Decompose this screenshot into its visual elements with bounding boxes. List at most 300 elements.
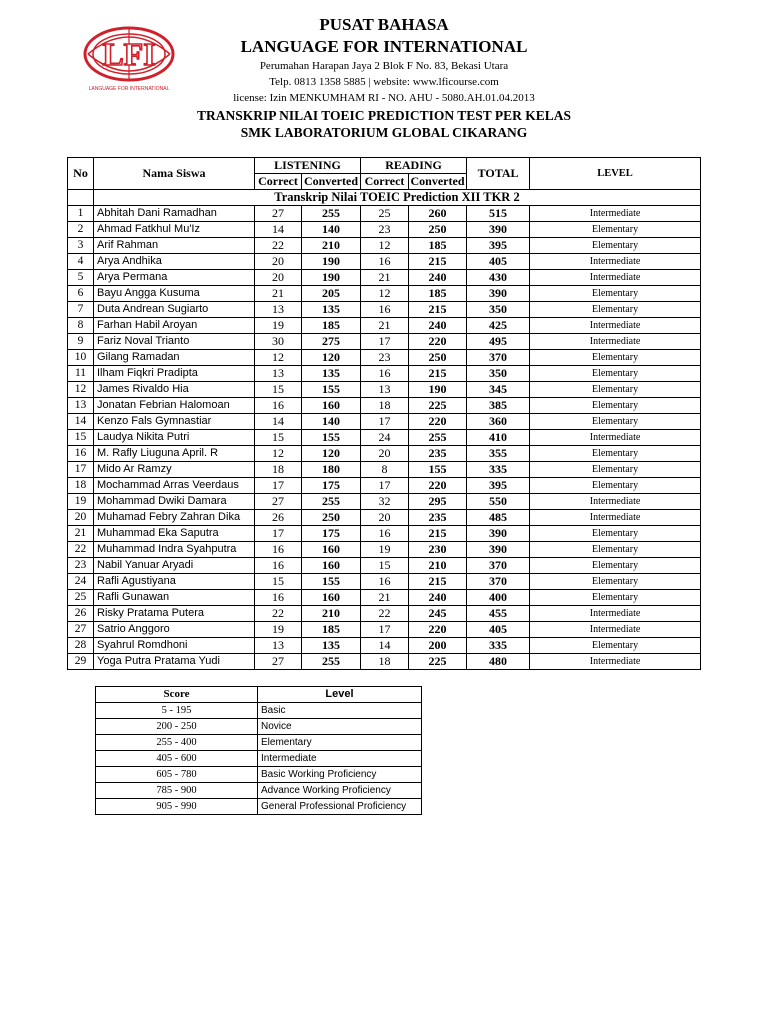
listening-converted: 255: [302, 654, 361, 670]
reading-correct: 16: [361, 366, 409, 382]
level-value: Intermediate: [530, 254, 701, 270]
level-value: Elementary: [530, 302, 701, 318]
table-row: [68, 206, 701, 222]
row-number: 12: [68, 382, 94, 398]
score-level: Advance Working Proficiency: [258, 783, 422, 799]
reading-converted: 240: [409, 270, 467, 286]
total-score: 495: [467, 334, 530, 350]
listening-correct: 22: [255, 606, 302, 622]
total-score: 480: [467, 654, 530, 670]
reading-correct: 18: [361, 398, 409, 414]
listening-converted: 160: [302, 558, 361, 574]
reading-converted: 245: [409, 606, 467, 622]
level-value: Elementary: [530, 366, 701, 382]
reading-correct: 18: [361, 654, 409, 670]
row-number: 29: [68, 654, 94, 670]
score-range: 605 - 780: [96, 767, 258, 783]
student-name: Satrio Anggoro: [94, 622, 255, 638]
score-level: Basic: [258, 703, 422, 719]
total-score: 345: [467, 382, 530, 398]
listening-converted: 205: [302, 286, 361, 302]
table-row: [68, 238, 701, 254]
listening-correct: 16: [255, 590, 302, 606]
listening-correct: 13: [255, 638, 302, 654]
reading-correct: 25: [361, 206, 409, 222]
total-score: 390: [467, 286, 530, 302]
level-value: Elementary: [530, 382, 701, 398]
listening-correct: 15: [255, 574, 302, 590]
score-legend-rows: [96, 703, 422, 815]
score-row: [96, 719, 422, 735]
org-contact: Telp. 0813 1358 5885 | website: www.lficourse.com: [269, 76, 499, 88]
header-reading-correct: Correct: [361, 174, 409, 190]
listening-correct: 30: [255, 334, 302, 350]
header-listening: LISTENING: [255, 158, 361, 174]
level-header: Level: [258, 687, 422, 703]
table-row: [68, 286, 701, 302]
row-number: 23: [68, 558, 94, 574]
row-number: 26: [68, 606, 94, 622]
listening-correct: 19: [255, 318, 302, 334]
row-number: 24: [68, 574, 94, 590]
listening-converted: 155: [302, 430, 361, 446]
listening-converted: 175: [302, 478, 361, 494]
reading-correct: 16: [361, 526, 409, 542]
table-row: [68, 254, 701, 270]
score-row: [96, 751, 422, 767]
table-row: [68, 366, 701, 382]
total-score: 390: [467, 526, 530, 542]
reading-correct: 12: [361, 286, 409, 302]
student-name: Abhitah Dani Ramadhan: [94, 206, 255, 222]
reading-converted: 215: [409, 526, 467, 542]
reading-converted: 225: [409, 398, 467, 414]
table-row: [68, 318, 701, 334]
total-score: 405: [467, 622, 530, 638]
row-number: 19: [68, 494, 94, 510]
student-name: Laudya Nikita Putri: [94, 430, 255, 446]
table-row: [68, 430, 701, 446]
score-level: Basic Working Proficiency: [258, 767, 422, 783]
row-number: 10: [68, 350, 94, 366]
student-rows: [68, 206, 701, 670]
reading-converted: 230: [409, 542, 467, 558]
score-row: [96, 703, 422, 719]
total-score: 360: [467, 414, 530, 430]
reading-converted: 210: [409, 558, 467, 574]
listening-converted: 120: [302, 350, 361, 366]
total-score: 390: [467, 222, 530, 238]
listening-converted: 185: [302, 622, 361, 638]
listening-correct: 19: [255, 622, 302, 638]
reading-correct: 14: [361, 638, 409, 654]
student-name: Mohammad Dwiki Damara: [94, 494, 255, 510]
row-number: 7: [68, 302, 94, 318]
listening-converted: 160: [302, 542, 361, 558]
student-name: M. Rafly Liuguna April. R: [94, 446, 255, 462]
header-level: LEVEL: [530, 158, 701, 190]
listening-converted: 160: [302, 590, 361, 606]
row-number: 21: [68, 526, 94, 542]
row-number: 9: [68, 334, 94, 350]
level-value: Elementary: [530, 542, 701, 558]
table-row: [68, 510, 701, 526]
table-row: [68, 654, 701, 670]
listening-converted: 175: [302, 526, 361, 542]
listening-converted: 190: [302, 270, 361, 286]
total-score: 370: [467, 574, 530, 590]
row-number: 28: [68, 638, 94, 654]
listening-converted: 135: [302, 302, 361, 318]
score-row: [96, 767, 422, 783]
row-number: 22: [68, 542, 94, 558]
reading-correct: 32: [361, 494, 409, 510]
header-listening-converted: Converted: [302, 174, 361, 190]
student-name: Mochammad Arras Veerdaus: [94, 478, 255, 494]
row-number: 6: [68, 286, 94, 302]
listening-correct: 14: [255, 222, 302, 238]
reading-correct: 15: [361, 558, 409, 574]
total-score: 350: [467, 366, 530, 382]
listening-converted: 135: [302, 366, 361, 382]
score-range: 255 - 400: [96, 735, 258, 751]
listening-converted: 210: [302, 606, 361, 622]
listening-correct: 12: [255, 446, 302, 462]
total-score: 395: [467, 238, 530, 254]
table-row: [68, 350, 701, 366]
listening-converted: 140: [302, 222, 361, 238]
total-score: 405: [467, 254, 530, 270]
score-row: [96, 735, 422, 751]
total-score: 335: [467, 638, 530, 654]
student-name: Bayu Angga Kusuma: [94, 286, 255, 302]
listening-correct: 22: [255, 238, 302, 254]
org-license: license: Izin MENKUMHAM RI - NO. AHU - 5080.AH.01.04.2013: [233, 92, 535, 104]
header-no: No: [68, 158, 94, 190]
reading-converted: 220: [409, 478, 467, 494]
total-score: 400: [467, 590, 530, 606]
header-listening-correct: Correct: [255, 174, 302, 190]
score-row: [96, 783, 422, 799]
listening-correct: 21: [255, 286, 302, 302]
score-range: 785 - 900: [96, 783, 258, 799]
svg-text:LFI: LFI: [102, 36, 156, 72]
reading-correct: 19: [361, 542, 409, 558]
score-level: Intermediate: [258, 751, 422, 767]
reading-correct: 20: [361, 510, 409, 526]
reading-correct: 16: [361, 254, 409, 270]
reading-converted: 235: [409, 446, 467, 462]
title-line2: SMK LABORATORIUM GLOBAL CIKARANG: [240, 125, 528, 140]
reading-correct: 16: [361, 574, 409, 590]
row-number: 2: [68, 222, 94, 238]
level-value: Elementary: [530, 590, 701, 606]
row-number: 11: [68, 366, 94, 382]
level-value: Elementary: [530, 638, 701, 654]
table-row: [68, 526, 701, 542]
reading-correct: 23: [361, 350, 409, 366]
listening-converted: 210: [302, 238, 361, 254]
total-score: 410: [467, 430, 530, 446]
reading-correct: 21: [361, 590, 409, 606]
student-name: Arya Andhika: [94, 254, 255, 270]
table-row: [68, 622, 701, 638]
listening-converted: 120: [302, 446, 361, 462]
level-value: Elementary: [530, 526, 701, 542]
score-level: Elementary: [258, 735, 422, 751]
level-value: Intermediate: [530, 206, 701, 222]
table-row: [68, 590, 701, 606]
table-row: [68, 494, 701, 510]
org-name-line1: PUSAT BAHASA: [319, 15, 449, 34]
class-subtitle: Transkrip Nilai TOEIC Prediction XII TKR 2: [94, 190, 701, 206]
total-score: 485: [467, 510, 530, 526]
row-number: 27: [68, 622, 94, 638]
score-range: 405 - 600: [96, 751, 258, 767]
reading-converted: 260: [409, 206, 467, 222]
student-name: James Rivaldo Hia: [94, 382, 255, 398]
listening-converted: 275: [302, 334, 361, 350]
listening-correct: 26: [255, 510, 302, 526]
letterhead-text: [192, 14, 576, 106]
reading-converted: 220: [409, 334, 467, 350]
reading-correct: 22: [361, 606, 409, 622]
table-row: [68, 382, 701, 398]
listening-correct: 17: [255, 478, 302, 494]
table-row: [68, 558, 701, 574]
student-name: Farhan Habil Aroyan: [94, 318, 255, 334]
reading-correct: 17: [361, 478, 409, 494]
listening-correct: 17: [255, 526, 302, 542]
lfi-logo-icon: [80, 22, 178, 94]
row-number: 1: [68, 206, 94, 222]
student-name: Arif Rahman: [94, 238, 255, 254]
level-value: Elementary: [530, 574, 701, 590]
listening-converted: 140: [302, 414, 361, 430]
transcript-table: [67, 157, 701, 670]
listening-correct: 16: [255, 398, 302, 414]
listening-correct: 13: [255, 366, 302, 382]
total-score: 350: [467, 302, 530, 318]
student-name: Gilang Ramadan: [94, 350, 255, 366]
reading-correct: 17: [361, 622, 409, 638]
table-row: [68, 398, 701, 414]
score-row: [96, 799, 422, 815]
total-score: 370: [467, 350, 530, 366]
listening-correct: 15: [255, 430, 302, 446]
listening-correct: 13: [255, 302, 302, 318]
level-value: Intermediate: [530, 606, 701, 622]
level-value: Elementary: [530, 558, 701, 574]
student-name: Mido Ar Ramzy: [94, 462, 255, 478]
level-value: Elementary: [530, 462, 701, 478]
reading-converted: 225: [409, 654, 467, 670]
score-range: 200 - 250: [96, 719, 258, 735]
reading-converted: 250: [409, 222, 467, 238]
reading-converted: 185: [409, 238, 467, 254]
level-value: Intermediate: [530, 318, 701, 334]
row-number: 15: [68, 430, 94, 446]
student-name: Ilham Fiqkri Pradipta: [94, 366, 255, 382]
reading-converted: 295: [409, 494, 467, 510]
student-name: Muhammad Indra Syahputra: [94, 542, 255, 558]
listening-converted: 160: [302, 398, 361, 414]
level-value: Intermediate: [530, 270, 701, 286]
listening-correct: 27: [255, 494, 302, 510]
row-number: 17: [68, 462, 94, 478]
row-number: 3: [68, 238, 94, 254]
student-name: Rafli Gunawan: [94, 590, 255, 606]
table-row: [68, 302, 701, 318]
table-row: [68, 414, 701, 430]
score-header: Score: [96, 687, 258, 703]
reading-converted: 215: [409, 302, 467, 318]
listening-converted: 155: [302, 382, 361, 398]
reading-correct: 8: [361, 462, 409, 478]
total-score: 355: [467, 446, 530, 462]
student-name: Muhammad Eka Saputra: [94, 526, 255, 542]
reading-correct: 24: [361, 430, 409, 446]
student-name: Arya Permana: [94, 270, 255, 286]
header-reading-converted: Converted: [409, 174, 467, 190]
reading-converted: 215: [409, 366, 467, 382]
header-name: Nama Siswa: [94, 158, 255, 190]
listening-correct: 14: [255, 414, 302, 430]
student-name: Fariz Noval Trianto: [94, 334, 255, 350]
reading-correct: 16: [361, 302, 409, 318]
reading-correct: 12: [361, 238, 409, 254]
org-name-line2: LANGUAGE FOR INTERNATIONAL: [240, 37, 528, 56]
reading-converted: 235: [409, 510, 467, 526]
listening-converted: 155: [302, 574, 361, 590]
student-name: Syahrul Romdhoni: [94, 638, 255, 654]
row-number: 5: [68, 270, 94, 286]
table-row: [68, 606, 701, 622]
student-name: Kenzo Fals Gymnastiar: [94, 414, 255, 430]
reading-correct: 13: [361, 382, 409, 398]
level-value: Elementary: [530, 446, 701, 462]
reading-correct: 21: [361, 318, 409, 334]
reading-correct: 17: [361, 414, 409, 430]
level-value: Elementary: [530, 286, 701, 302]
reading-converted: 240: [409, 318, 467, 334]
total-score: 425: [467, 318, 530, 334]
table-row: [68, 446, 701, 462]
table-row: [68, 270, 701, 286]
table-row: [68, 542, 701, 558]
level-value: Intermediate: [530, 654, 701, 670]
reading-correct: 20: [361, 446, 409, 462]
total-score: 430: [467, 270, 530, 286]
svg-text:LANGUAGE FOR INTERNATIONAL: LANGUAGE FOR INTERNATIONAL: [88, 86, 170, 92]
title-line1: TRANSKRIP NILAI TOEIC PREDICTION TEST PER KELAS: [196, 108, 572, 123]
total-score: 385: [467, 398, 530, 414]
listening-correct: 12: [255, 350, 302, 366]
reading-converted: 255: [409, 430, 467, 446]
student-name: Yoga Putra Pratama Yudi: [94, 654, 255, 670]
reading-converted: 220: [409, 414, 467, 430]
header-reading: READING: [361, 158, 467, 174]
student-name: Ahmad Fatkhul Mu'Iz: [94, 222, 255, 238]
listening-converted: 255: [302, 494, 361, 510]
reading-converted: 155: [409, 462, 467, 478]
header-total: TOTAL: [467, 158, 530, 190]
level-value: Intermediate: [530, 334, 701, 350]
row-number: 16: [68, 446, 94, 462]
table-row: [68, 462, 701, 478]
level-value: Elementary: [530, 222, 701, 238]
reading-converted: 185: [409, 286, 467, 302]
row-number: 14: [68, 414, 94, 430]
listening-correct: 16: [255, 558, 302, 574]
table-row: [68, 574, 701, 590]
level-value: Elementary: [530, 350, 701, 366]
listening-converted: 185: [302, 318, 361, 334]
listening-correct: 15: [255, 382, 302, 398]
listening-correct: 20: [255, 270, 302, 286]
reading-converted: 250: [409, 350, 467, 366]
document-title: [0, 107, 768, 141]
student-name: Jonatan Febrian Halomoan: [94, 398, 255, 414]
listening-correct: 16: [255, 542, 302, 558]
row-number: 8: [68, 318, 94, 334]
level-value: Elementary: [530, 414, 701, 430]
total-score: 390: [467, 542, 530, 558]
score-level: Novice: [258, 719, 422, 735]
total-score: 455: [467, 606, 530, 622]
table-row: [68, 334, 701, 350]
score-range: 905 - 990: [96, 799, 258, 815]
student-name: Risky Pratama Putera: [94, 606, 255, 622]
reading-correct: 17: [361, 334, 409, 350]
level-value: Intermediate: [530, 510, 701, 526]
row-number: 4: [68, 254, 94, 270]
level-value: Elementary: [530, 238, 701, 254]
total-score: 335: [467, 462, 530, 478]
letterhead: [0, 14, 768, 106]
row-number: 13: [68, 398, 94, 414]
total-score: 550: [467, 494, 530, 510]
reading-converted: 240: [409, 590, 467, 606]
listening-correct: 27: [255, 654, 302, 670]
row-number: 25: [68, 590, 94, 606]
listening-converted: 190: [302, 254, 361, 270]
student-name: Duta Andrean Sugiarto: [94, 302, 255, 318]
reading-converted: 215: [409, 254, 467, 270]
reading-converted: 200: [409, 638, 467, 654]
score-legend-table: [95, 686, 422, 815]
listening-correct: 27: [255, 206, 302, 222]
listening-converted: 255: [302, 206, 361, 222]
level-value: Elementary: [530, 398, 701, 414]
reading-correct: 23: [361, 222, 409, 238]
score-level: General Professional Proficiency: [258, 799, 422, 815]
reading-converted: 215: [409, 574, 467, 590]
level-value: Intermediate: [530, 622, 701, 638]
row-number: 20: [68, 510, 94, 526]
total-score: 515: [467, 206, 530, 222]
reading-converted: 190: [409, 382, 467, 398]
level-value: Intermediate: [530, 430, 701, 446]
level-value: Intermediate: [530, 494, 701, 510]
level-value: Elementary: [530, 478, 701, 494]
table-row: [68, 478, 701, 494]
total-score: 370: [467, 558, 530, 574]
listening-converted: 180: [302, 462, 361, 478]
reading-correct: 21: [361, 270, 409, 286]
student-name: Rafli Agustiyana: [94, 574, 255, 590]
listening-correct: 20: [255, 254, 302, 270]
